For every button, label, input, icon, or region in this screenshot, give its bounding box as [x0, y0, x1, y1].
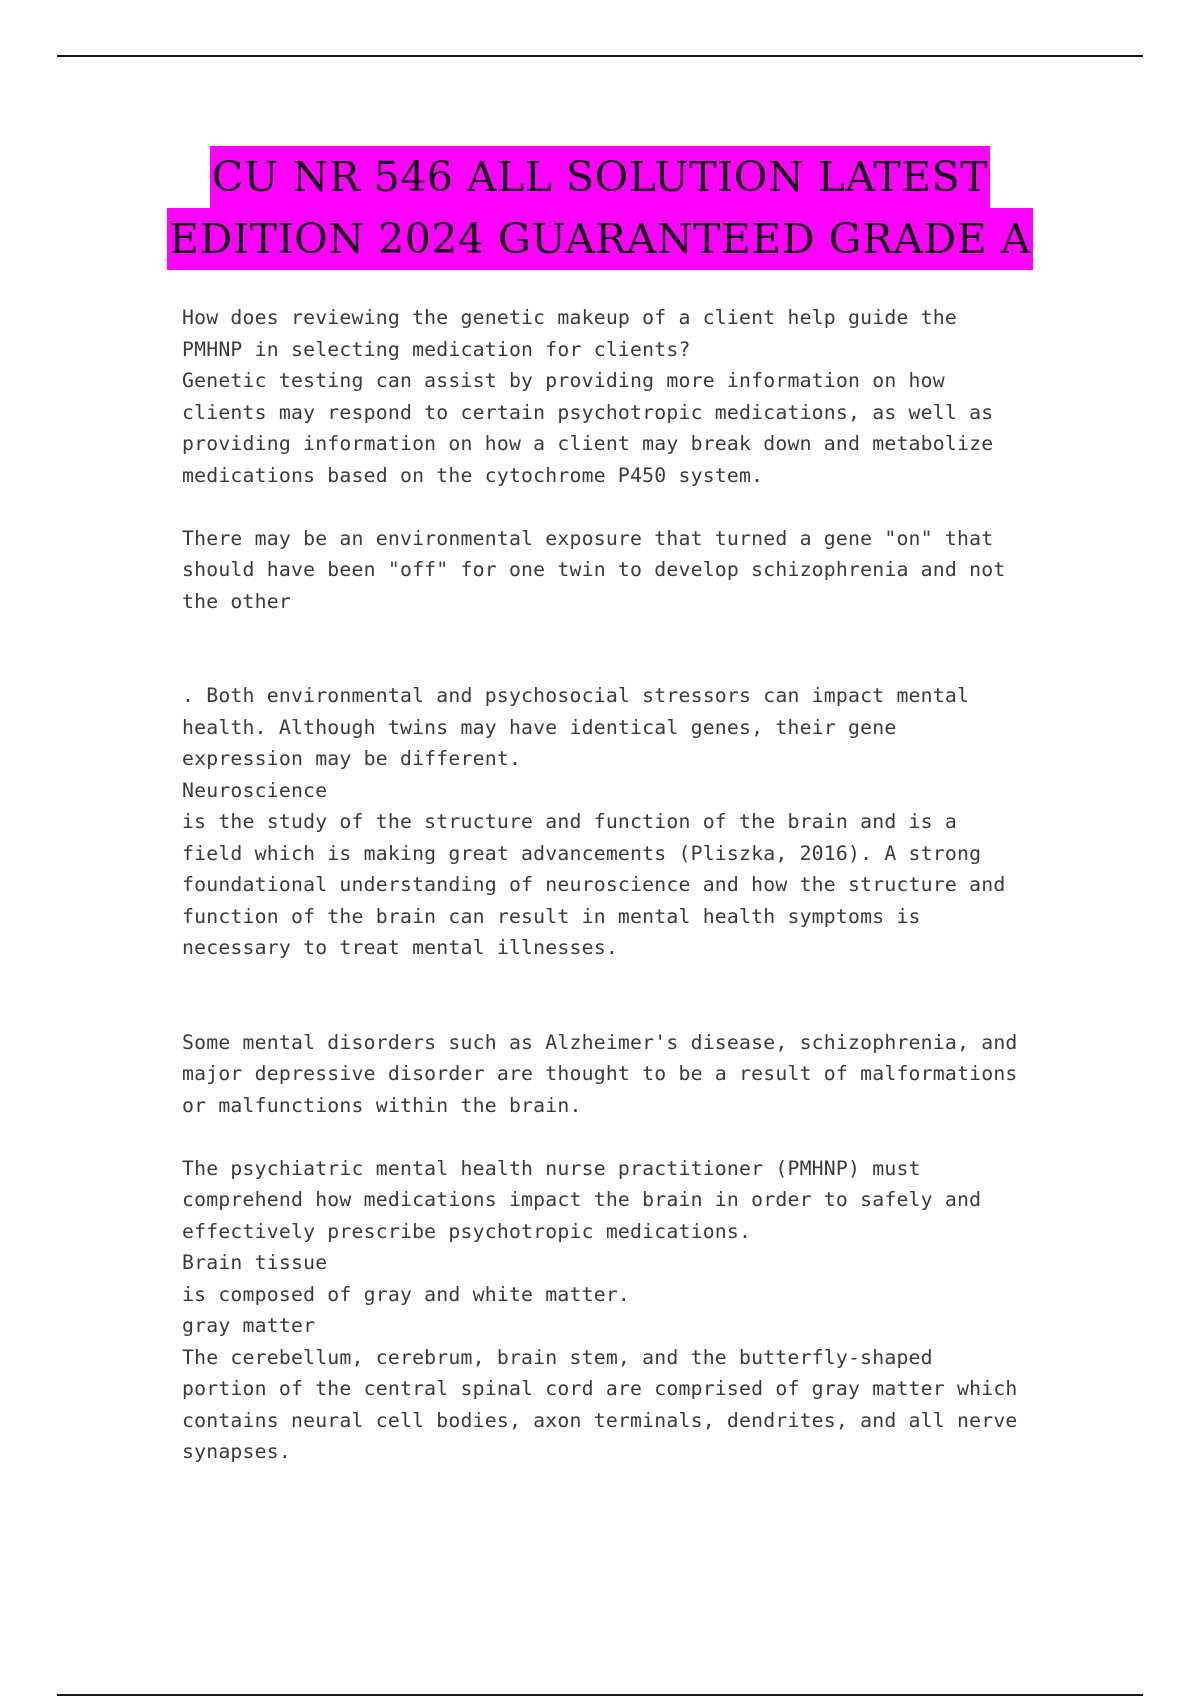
term-brain-tissue: Brain tissue: [182, 1251, 328, 1274]
neuroscience-definition: is the study of the structure and function of the brain and is a field which is making great advancements (Pliszka, 2016). A strong foundational understanding of neuroscience and how the structure and function of the brain can result in mental health symptoms is necessary to treat mental illnesses.: [182, 810, 1006, 959]
title-line-2: EDITION 2024 GUARANTEED GRADE A: [167, 208, 1033, 270]
brain-tissue-definition: is composed of gray and white matter.: [182, 1282, 631, 1306]
top-divider: [57, 55, 1143, 57]
paragraph-spacer: [182, 964, 1032, 1027]
term-gray-matter: gray matter: [182, 1314, 316, 1337]
document-title: [0, 146, 1200, 270]
term-neuroscience: Neuroscience: [182, 778, 328, 802]
pmhnp-paragraph: The psychiatric mental health nurse practitioner (PMHNP) must comprehend how medications impact the brain in order to safely and effectively prescribe psychotropic medications.: [182, 1156, 982, 1243]
title-line-1: CU NR 546 ALL SOLUTION LATEST: [210, 146, 990, 208]
bottom-divider: [57, 1694, 1143, 1696]
paragraph-spacer: [182, 491, 1032, 523]
stressors-paragraph: . Both environmental and psychosocial stressors can impact mental health. Although twins may have identical genes, their gene expression may be different.: [182, 684, 970, 770]
gray-matter-definition: The cerebellum, cerebrum, brain stem, and the butterfly-shaped portion of the central spinal cord are comprised of gray matter which contains neural cell bodies, axon terminals, dendrites, and all nerve synapses.: [182, 1345, 1018, 1463]
twin-exposure-paragraph: There may be an environmental exposure that turned a gene "on" that should have been "off" for one twin to develop schizophrenia and not the other: [182, 526, 1006, 613]
mental-disorders-paragraph: Some mental disorders such as Alzheimer's disease, schizophrenia, and major depressive disorder are thought to be a result of malformations or malfunctions within the brain.: [182, 1030, 1018, 1117]
paragraph-spacer: [182, 617, 1032, 680]
document-body: [182, 302, 1032, 1468]
paragraph-spacer: [182, 1121, 1032, 1153]
question-paragraph: How does reviewing the genetic makeup of a client help guide the PMHNP in selecting medication for clients?: [182, 306, 957, 361]
answer-paragraph: Genetic testing can assist by providing more information on how clients may respond to certain psychotropic medications, as well as providing information on how a client may break down and metabolize medications based on the cytochrome P450 system.: [182, 369, 994, 487]
